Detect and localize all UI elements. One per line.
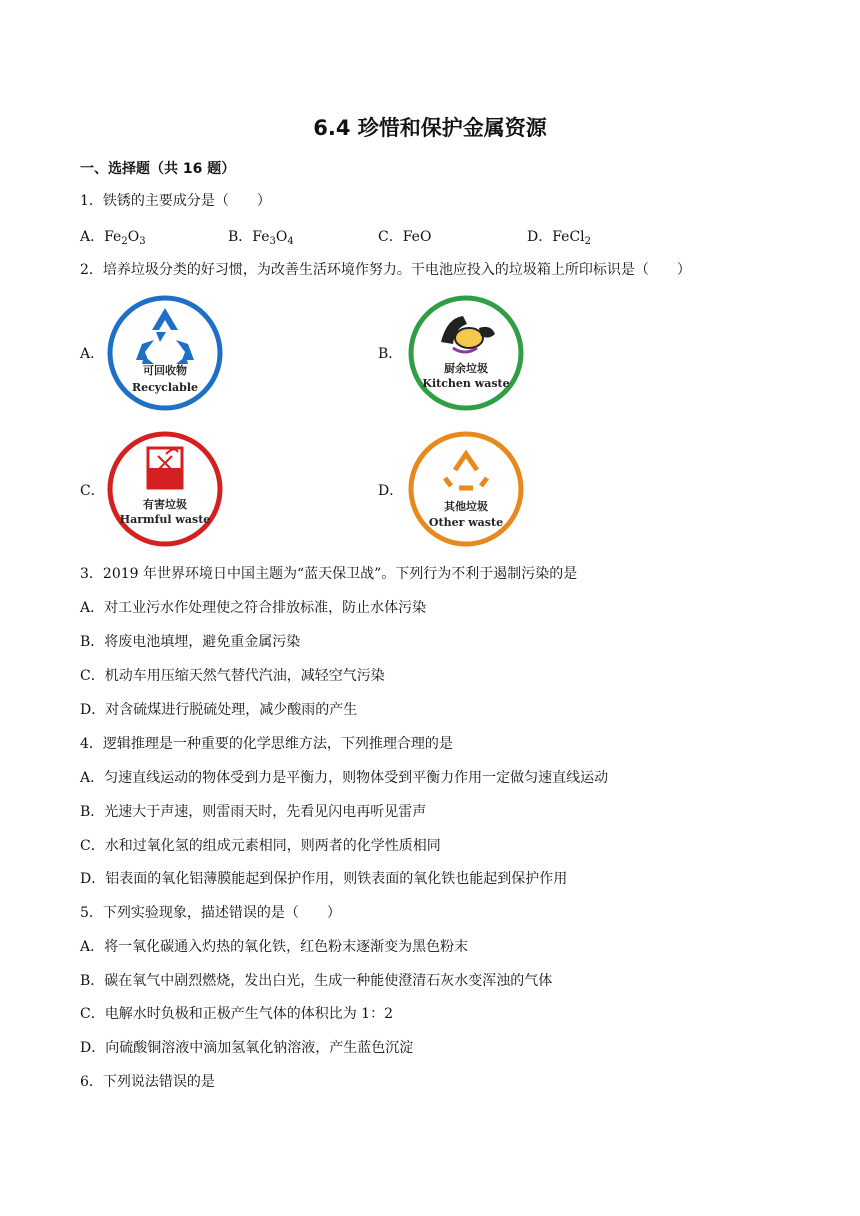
svg-text:Harmful waste: Harmful waste [119,513,211,526]
q4-option-b[interactable]: B．光速大于声速，则雷雨天时，先看见闪电再听见雷声 [80,804,427,820]
svg-text:可回收物: 可回收物 [143,364,187,377]
page-title: 6.4 珍惜和保护金属资源 [313,116,547,140]
svg-text:Kitchen waste: Kitchen waste [422,377,510,390]
q5-option-b[interactable]: B．碳在氧气中剧烈燃烧，发出白光，生成一种能使澄清石灰水变浑浊的气体 [80,973,553,989]
svg-text:Other waste: Other waste [428,516,504,529]
q4-option-d[interactable]: D．铝表面的氧化铝薄膜能起到保护作用，则铁表面的氧化铁也能起到保护作用 [80,871,568,887]
q3-stem: 3．2019 年世界环境日中国主题为“蓝天保卫战”。下列行为不利于遏制污染的是 [80,566,578,582]
q1-option-b[interactable]: B．$Fe_3O_4$ [228,229,294,247]
q6-stem: 6．下列说法错误的是 [80,1074,215,1090]
q4-option-a[interactable]: A．匀速直线运动的物体受到力是平衡力，则物体受到平衡力作用一定做匀速直线运动 [80,770,609,786]
q5-stem: 5．下列实验现象，描述错误的是（ ） [80,905,341,921]
q2-stem: 2．培养垃圾分类的好习惯，为改善生活环境作努力。干电池应投入的垃圾箱上所印标识是（ ） [80,262,691,278]
svg-text:有害垃圾: 有害垃圾 [143,498,187,511]
svg-text:厨余垃圾: 厨余垃圾 [444,362,488,375]
q5-option-d[interactable]: D．向硫酸铜溶液中滴加氢氧化钠溶液，产生蓝色沉淀 [80,1040,414,1056]
kitchen-waste-badge [407,294,525,412]
q1-option-d[interactable]: D．FeCl$_2$ [527,229,592,247]
q4-stem: 4．逻辑推理是一种重要的化学思维方法，下列推理合理的是 [80,736,453,752]
section-heading: 一、选择题（共 16 题） [80,161,236,177]
q5-option-a[interactable]: A．将一氧化碳通入灼热的氧化铁，红色粉末逐渐变为黑色粉末 [80,939,469,955]
harmful-waste-badge [106,430,224,548]
harmful-waste-icon [148,448,182,488]
recyclable-badge [106,294,224,412]
q3-option-b[interactable]: B．将废电池填埋，避免重金属污染 [80,634,301,650]
q5-option-c[interactable]: C．电解水时负极和正极产生气体的体积比为 1：2 [80,1006,393,1022]
svg-text:其他垃圾: 其他垃圾 [444,500,488,513]
q1-stem: 1．铁锈的主要成分是（ ） [80,193,271,209]
q3-option-c[interactable]: C．机动车用压缩天然气替代汽油，减轻空气污染 [80,668,385,684]
document-page: 6.4 珍惜和保护金属资源 一、选择题（共 16 题） 1．铁锈的主要成分是（ ） A．$Fe_2O_3$ B．$Fe_3O_4$ C．FeO D．FeCl$_2$ 2．培养垃圾分类的好习惯，为改善生活环境作努力。干电池应投入的垃圾箱上所印标识是（ ） A． 可回收物 Recyclable B． 厨余垃圾 Kitchen waste C． 有害垃圾 Harmful waste D． 其他垃圾 Other waste 3．2019 年世界环境日中国主题为“蓝天保卫战”。下列行为不利于遏制污染的是 A．对工业污水作处理使之符合排放标准，防止水体污染 B．将废电池填埋，避免重金属污染 C．机动车用压缩天然气替代汽油，减轻空气污染 D．对含硫煤进行脱硫处理，减少酸雨的产生 4．逻辑推理是一种重要的化学思维方法，下列推理合理的是 A．匀速直线运动的物体受到力是平衡力，则物体受到平衡力作用一定做匀速直线运动 B．光速大于声速，则雷雨天时，先看见闪电再听见雷声 C．水和过氧化氢的组成元素相同，则两者的化学性质相同 D．铝表面的氧化铝薄膜能起到保护作用，则铁表面的氧化铁也能起到保护作用 5．下列实验现象，描述错误的是（ ） A．将一氧化碳通入灼热的氧化铁，红色粉末逐渐变为黑色粉末 B．碳在氧气中剧烈燃烧，发出白光，生成一种能使澄清石灰水变浑浊的气体 C．电解水时负极和正极产生气体的体积比为 1：2 D．向硫酸铜溶液中滴加氢氧化钠溶液，产生蓝色沉淀 6．下列说法错误的是 [0,0,860,1216]
q3-option-a[interactable]: A．对工业污水作处理使之符合排放标准，防止水体污染 [80,600,427,616]
svg-text:Recyclable: Recyclable [131,381,199,394]
other-waste-badge [407,430,525,548]
q4-option-c[interactable]: C．水和过氧化氢的组成元素相同，则两者的化学性质相同 [80,838,441,854]
q1-option-c[interactable]: C．FeO [378,229,432,245]
q3-option-d[interactable]: D．对含硫煤进行脱硫处理，减少酸雨的产生 [80,702,358,718]
q1-option-a[interactable]: A．$Fe_2O_3$ [80,229,146,247]
